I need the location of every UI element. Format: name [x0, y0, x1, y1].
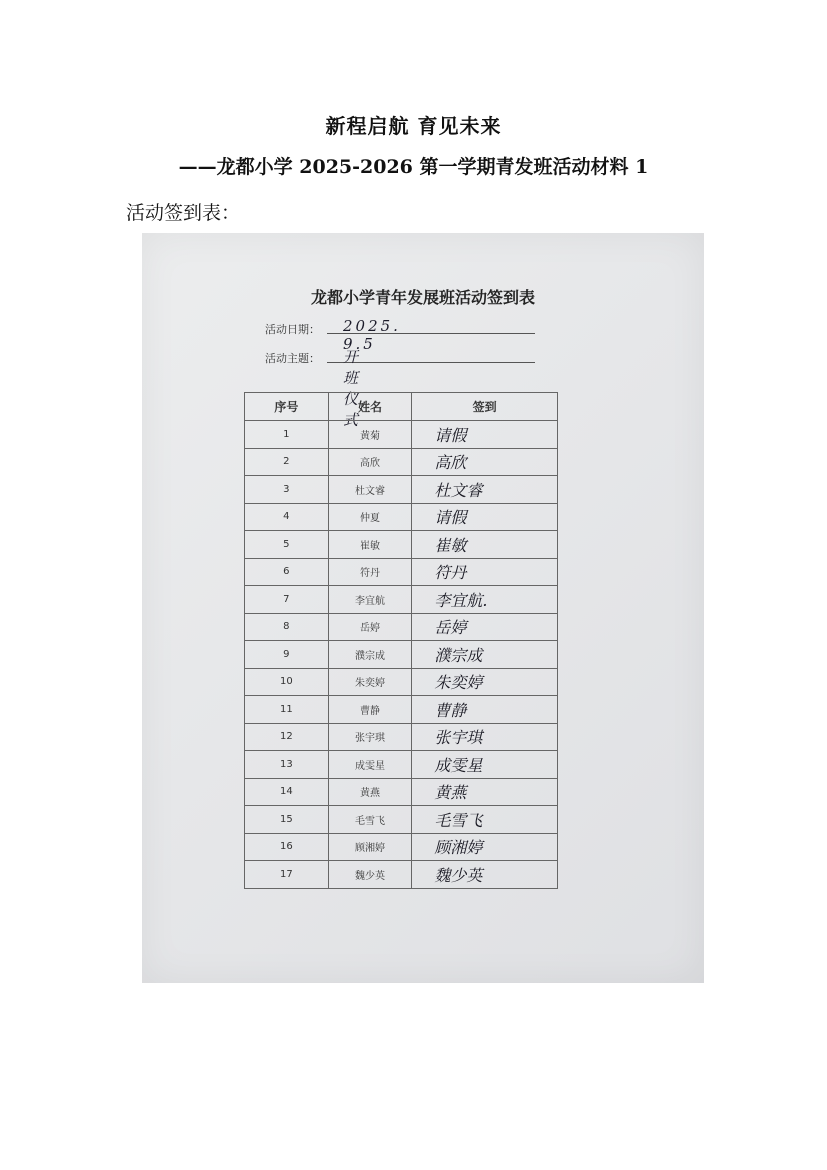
date-label: 活动日期：: [265, 323, 320, 336]
row-number: 10: [245, 668, 329, 696]
theme-value: 开班仪式: [343, 348, 362, 429]
row-name: 杜文睿: [328, 476, 412, 504]
row-name: 高欣: [328, 448, 412, 476]
row-signature: 魏少英: [412, 861, 558, 889]
row-signature: 毛雪飞: [412, 806, 558, 834]
row-name: 毛雪飞: [328, 806, 412, 834]
table-row: [245, 531, 558, 559]
table-header-row: [245, 393, 558, 421]
table-row: [245, 861, 558, 889]
row-signature: 顾湘婷: [412, 833, 558, 861]
row-number: 8: [245, 613, 329, 641]
row-name: 成雯星: [328, 751, 412, 779]
row-signature: 请假: [412, 503, 558, 531]
table-row: [245, 751, 558, 779]
row-name: 魏少英: [328, 861, 412, 889]
column-header-number: 序号: [245, 393, 329, 421]
row-signature: 成雯星: [412, 751, 558, 779]
row-number: 5: [245, 531, 329, 559]
row-name: 岳婷: [328, 613, 412, 641]
sheet-title: 龙都小学青年发展班活动签到表: [310, 288, 535, 307]
column-header-name: 姓名: [328, 393, 412, 421]
row-number: 13: [245, 751, 329, 779]
row-number: 9: [245, 641, 329, 669]
row-name: 顾湘婷: [328, 833, 412, 861]
table-row: [245, 503, 558, 531]
row-number: 12: [245, 723, 329, 751]
theme-label: 活动主题：: [265, 352, 320, 365]
row-name: 崔敏: [328, 531, 412, 559]
row-number: 3: [245, 476, 329, 504]
row-number: 17: [245, 861, 329, 889]
row-name: 曹静: [328, 696, 412, 724]
row-signature: 杜文睿: [412, 476, 558, 504]
row-signature: 崔敏: [412, 531, 558, 559]
date-field: [265, 317, 401, 353]
row-name: 朱奕婷: [328, 668, 412, 696]
row-signature: 曹静: [412, 696, 558, 724]
row-number: 11: [245, 696, 329, 724]
row-signature: 李宜航.: [412, 586, 558, 614]
row-signature: 请假: [412, 421, 558, 449]
signin-table: [244, 392, 558, 889]
row-number: 2: [245, 448, 329, 476]
row-signature: 符丹: [412, 558, 558, 586]
table-row: [245, 668, 558, 696]
row-number: 1: [245, 421, 329, 449]
row-name: 黄燕: [328, 778, 412, 806]
section-label: 活动签到表：: [126, 202, 241, 224]
table-row: [245, 806, 558, 834]
row-name: 黄菊: [328, 421, 412, 449]
table-row: [245, 586, 558, 614]
column-header-signature: 签到: [412, 393, 558, 421]
table-row: [245, 641, 558, 669]
date-value: 2025. 9.5: [343, 317, 401, 353]
row-signature: 高欣: [412, 448, 558, 476]
row-number: 15: [245, 806, 329, 834]
row-number: 16: [245, 833, 329, 861]
row-signature: 濮宗成: [412, 641, 558, 669]
row-name: 濮宗成: [328, 641, 412, 669]
table-row: [245, 778, 558, 806]
signin-sheet-photo: [142, 233, 704, 983]
table-row: [245, 421, 558, 449]
row-signature: 朱奕婷: [412, 668, 558, 696]
table-row: [245, 696, 558, 724]
table-row: [245, 723, 558, 751]
row-name: 仲夏: [328, 503, 412, 531]
row-name: 李宜航: [328, 586, 412, 614]
row-signature: 岳婷: [412, 613, 558, 641]
document-subtitle: ——龙都小学 2025-2026 第一学期青发班活动材料 1: [178, 156, 649, 178]
table-row: [245, 613, 558, 641]
row-number: 7: [245, 586, 329, 614]
row-number: 14: [245, 778, 329, 806]
row-number: 6: [245, 558, 329, 586]
row-name: 张宇琪: [328, 723, 412, 751]
table-row: [245, 558, 558, 586]
table-row: [245, 833, 558, 861]
row-signature: 黄燕: [412, 778, 558, 806]
table-row: [245, 476, 558, 504]
row-signature: 张宇琪: [412, 723, 558, 751]
table-row: [245, 448, 558, 476]
row-name: 符丹: [328, 558, 412, 586]
row-number: 4: [245, 503, 329, 531]
document-title: 新程启航 育见未来: [325, 114, 502, 138]
